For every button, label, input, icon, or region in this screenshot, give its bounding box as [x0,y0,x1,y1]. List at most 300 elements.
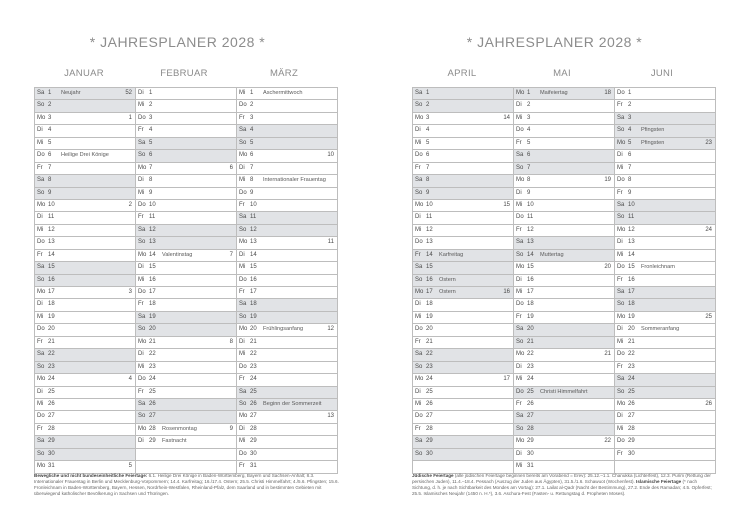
day-number: 18 [48,301,55,308]
day-number: 23 [628,363,635,370]
weekday-label: Di [138,177,144,184]
day-row[interactable] [615,100,715,112]
day-row[interactable] [237,237,337,249]
day-row[interactable] [35,349,135,361]
day-row[interactable] [413,237,513,249]
weekday-label: Fr [239,463,245,470]
day-row[interactable] [413,449,513,461]
day-row[interactable] [514,299,614,311]
day-row[interactable] [615,212,715,224]
day-row[interactable] [514,212,614,224]
day-row[interactable] [615,387,715,399]
weekday-label: Mo [415,114,424,121]
day-row[interactable] [615,275,715,287]
day-row[interactable] [237,299,337,311]
day-row[interactable] [136,436,236,448]
day-number: 24 [628,376,635,383]
weekday-label: Di [617,239,623,246]
day-number: 7 [250,164,254,171]
weekday-label: So [37,276,45,283]
day-row[interactable] [136,138,236,150]
holiday-label: Muttertag [540,251,564,258]
day-row[interactable] [237,374,337,386]
weekday-label: Mo [415,201,424,208]
day-row[interactable] [136,212,236,224]
weekday-label: So [415,102,423,109]
day-row[interactable] [136,113,236,125]
weekday-label: Mi [138,102,145,109]
day-row[interactable] [413,324,513,336]
day-row[interactable] [514,125,614,137]
weekday-label: Mo [37,376,46,383]
day-number: 4 [527,127,531,134]
day-row[interactable] [136,349,236,361]
weekday-label: Do [239,450,247,457]
day-number: 1 [426,90,430,96]
day-number: 4 [628,127,632,134]
day-row[interactable] [514,312,614,324]
day-row[interactable] [136,362,236,374]
weekday-label: So [239,226,247,233]
day-row[interactable] [136,275,236,287]
day-row[interactable] [413,138,513,150]
day-row[interactable] [514,349,614,361]
day-row[interactable] [237,337,337,349]
day-row[interactable] [35,275,135,287]
day-row[interactable] [136,125,236,137]
day-row[interactable] [514,262,614,274]
weekday-label: Mo [617,400,626,407]
month-name-juni: JUNI [650,68,674,79]
day-row[interactable] [615,188,715,200]
weekday-label: Mo [138,251,147,258]
weekday-label: Sa [516,326,524,333]
day-row[interactable] [413,212,513,224]
day-row[interactable] [35,424,135,436]
day-number: 4 [426,127,430,134]
day-row[interactable] [615,225,715,237]
day-number: 14 [48,251,55,258]
week-number: 4 [128,376,132,383]
day-row[interactable] [615,138,715,150]
day-row[interactable] [35,399,135,411]
holiday-label: Fronleichnam [641,264,675,271]
day-row[interactable] [413,88,513,100]
day-row[interactable] [35,113,135,125]
day-number: 15 [250,264,257,271]
day-row[interactable] [237,287,337,299]
day-row[interactable] [615,163,715,175]
day-row[interactable] [136,150,236,162]
weekday-label: Do [37,413,45,420]
day-row[interactable] [237,436,337,448]
day-number: 10 [426,201,433,208]
day-row[interactable] [237,250,337,262]
day-row[interactable] [237,125,337,137]
day-row[interactable] [413,299,513,311]
day-row[interactable] [237,349,337,361]
day-row[interactable] [136,100,236,112]
weekday-label: Fr [138,301,144,308]
weekday-label: Do [239,363,247,370]
day-number: 9 [527,189,531,196]
weekday-label: Mo [239,239,248,246]
day-row[interactable] [237,113,337,125]
day-row[interactable] [615,88,715,100]
day-number: 24 [527,376,534,383]
day-row[interactable] [615,250,715,262]
day-row[interactable] [514,461,614,473]
day-row[interactable] [514,100,614,112]
day-row[interactable] [35,324,135,336]
day-row[interactable] [136,200,236,212]
day-number: 21 [48,338,55,345]
month-grid [412,87,716,474]
day-row[interactable] [237,362,337,374]
day-row[interactable] [35,287,135,299]
day-row[interactable] [35,299,135,311]
day-number: 11 [426,214,433,221]
day-number: 6 [527,152,531,159]
day-row[interactable] [413,411,513,423]
day-row[interactable] [615,349,715,361]
day-row[interactable] [136,175,236,187]
day-row[interactable] [35,362,135,374]
weekday-label: Fr [516,226,522,233]
day-row[interactable] [615,299,715,311]
day-row[interactable] [136,449,236,461]
day-number: 5 [426,139,430,146]
day-row[interactable] [514,88,614,100]
day-row[interactable] [35,175,135,187]
weekday-label: Mo [37,114,46,121]
day-row[interactable] [35,138,135,150]
weekday-label: Sa [617,114,625,121]
day-row[interactable] [237,88,337,100]
day-row[interactable] [136,88,236,100]
day-number: 26 [149,400,156,407]
weekday-label: So [138,152,146,159]
day-row[interactable] [514,225,614,237]
holiday-label: Valentinstag [162,251,193,258]
day-row[interactable] [237,411,337,423]
weekday-label: Mi [617,425,624,432]
day-row[interactable] [615,175,715,187]
day-number: 25 [149,388,156,395]
day-row[interactable] [237,163,337,175]
day-row[interactable] [413,387,513,399]
day-number: 28 [48,425,55,432]
day-row[interactable] [136,262,236,274]
day-row[interactable] [35,387,135,399]
day-row[interactable] [514,275,614,287]
weekday-label: Mo [239,152,248,159]
day-row[interactable] [136,312,236,324]
day-row[interactable] [35,262,135,274]
month-column [615,87,716,474]
weekday-label: Sa [239,214,247,221]
week-number: 52 [125,90,132,96]
day-row[interactable] [136,411,236,423]
weekday-label: Fr [138,127,144,134]
day-row[interactable] [413,436,513,448]
day-row[interactable] [615,411,715,423]
day-row[interactable] [413,100,513,112]
day-row[interactable] [136,237,236,249]
day-row[interactable] [35,163,135,175]
day-row[interactable] [514,163,614,175]
day-row[interactable] [615,324,715,336]
day-row[interactable] [413,287,513,299]
day-row[interactable] [514,287,614,299]
day-row[interactable] [413,225,513,237]
day-row[interactable] [136,387,236,399]
day-row[interactable] [35,411,135,423]
day-row[interactable] [237,387,337,399]
day-number: 2 [48,102,52,109]
day-number: 12 [48,226,55,233]
day-number: 2 [250,102,254,109]
day-row[interactable] [413,349,513,361]
day-row[interactable] [413,250,513,262]
day-row[interactable] [514,411,614,423]
day-row[interactable] [413,424,513,436]
day-row[interactable] [514,424,614,436]
day-row[interactable] [615,374,715,386]
day-row[interactable] [514,150,614,162]
day-row[interactable] [35,225,135,237]
day-row[interactable] [413,188,513,200]
weekday-label: Mo [138,338,147,345]
day-number: 6 [48,152,52,159]
day-number: 16 [426,276,433,283]
day-number: 21 [250,338,257,345]
day-row[interactable] [413,399,513,411]
day-row[interactable] [237,175,337,187]
day-row[interactable] [413,362,513,374]
day-row[interactable] [413,200,513,212]
day-number: 19 [426,313,433,320]
day-row[interactable] [514,436,614,448]
day-row[interactable] [136,188,236,200]
day-number: 8 [628,177,632,184]
day-row[interactable] [35,337,135,349]
day-number: 15 [426,264,433,271]
day-row[interactable] [237,312,337,324]
day-row[interactable] [413,262,513,274]
weekday-label: Di [617,413,623,420]
day-row[interactable] [615,461,715,473]
day-row[interactable] [413,125,513,137]
weekday-label: Sa [239,388,247,395]
day-number: 9 [628,189,632,196]
day-row[interactable] [237,275,337,287]
weekday-label: Sa [516,152,524,159]
day-number: 7 [149,164,153,171]
day-row[interactable] [136,225,236,237]
footnote-text-2: (* nach Sichtung, d. h. je nach Sichtbarkeit des Mondes am Vortag): 27.1. Lailat al-Qadr (Nacht der Bestimmung), 27.2. Ende des Ramadan; 4.5. Opferfest; 25.5. Islamisches Neujahr (1450 n. H.*), 3.6. Aschura-Fest (Fasten- u. Rettungstag d. Propheten Moses). [412,479,712,496]
weekday-label: Mi [516,463,523,470]
day-row[interactable] [413,150,513,162]
day-number: 14 [426,251,433,258]
day-row[interactable] [413,275,513,287]
day-number: 24 [149,376,156,383]
weekday-label: Sa [239,127,247,134]
day-row[interactable] [35,88,135,100]
day-row[interactable] [136,250,236,262]
day-row[interactable] [615,424,715,436]
day-row[interactable] [514,387,614,399]
weekday-label: So [138,326,146,333]
day-number: 2 [628,102,632,109]
day-row[interactable] [237,461,337,473]
week-number: 8 [229,338,233,345]
day-row[interactable] [413,312,513,324]
day-row[interactable] [615,262,715,274]
day-row[interactable] [237,449,337,461]
day-row[interactable] [237,200,337,212]
day-row[interactable] [514,362,614,374]
day-row[interactable] [237,212,337,224]
day-row[interactable] [514,324,614,336]
weekday-label: Mo [516,90,525,96]
day-row[interactable] [615,337,715,349]
day-row[interactable] [35,436,135,448]
day-row[interactable] [514,374,614,386]
weekday-label: Mo [516,351,525,358]
day-row[interactable] [35,100,135,112]
holiday-label: Fastnacht [162,438,187,445]
day-row[interactable] [237,324,337,336]
day-number: 6 [426,152,430,159]
day-number: 18 [426,301,433,308]
day-row[interactable] [615,125,715,137]
week-number: 16 [503,289,510,295]
day-row[interactable] [514,449,614,461]
day-row[interactable] [136,324,236,336]
day-row[interactable] [615,436,715,448]
day-row[interactable] [615,399,715,411]
day-row[interactable] [35,150,135,162]
weekday-label: Fr [37,164,43,171]
day-row[interactable] [514,250,614,262]
day-row[interactable] [514,138,614,150]
weekday-label: Fr [37,338,43,345]
day-row[interactable] [413,163,513,175]
day-number: 28 [628,425,635,432]
weekday-label: Fr [239,114,245,121]
day-row[interactable] [237,399,337,411]
weekday-label: Sa [138,313,146,320]
day-row[interactable] [237,424,337,436]
day-row[interactable] [514,200,614,212]
weekday-label: Sa [516,413,524,420]
day-row[interactable] [35,125,135,137]
day-number: 1 [250,90,254,96]
day-row[interactable] [413,113,513,125]
day-row[interactable] [615,449,715,461]
day-row[interactable] [136,399,236,411]
weekday-label: Do [239,189,247,196]
day-row[interactable] [136,337,236,349]
day-number: 23 [149,363,156,370]
day-row[interactable] [514,237,614,249]
month-name-januar: JANUAR [64,68,104,79]
day-row[interactable] [35,449,135,461]
day-number: 16 [628,276,635,283]
day-row[interactable] [136,287,236,299]
day-row[interactable] [136,299,236,311]
day-row[interactable] [514,175,614,187]
day-row[interactable] [237,262,337,274]
day-row[interactable] [136,461,236,473]
day-row[interactable] [413,337,513,349]
day-row[interactable] [615,200,715,212]
day-row[interactable] [35,374,135,386]
day-row[interactable] [514,337,614,349]
holiday-label: Ostern [439,276,456,283]
week-number: 10 [327,152,334,159]
weekday-label: Sa [37,438,45,445]
day-row[interactable] [237,100,337,112]
day-row[interactable] [237,188,337,200]
day-number: 20 [149,326,156,333]
holiday-label: Sommeranfang [641,326,680,333]
holiday-label: Maifeiertag [540,90,568,96]
day-row[interactable] [35,200,135,212]
weekday-label: So [617,127,625,134]
day-row[interactable] [35,461,135,473]
day-row[interactable] [413,374,513,386]
day-row[interactable] [35,237,135,249]
day-row[interactable] [136,163,236,175]
weekday-label: Mi [239,264,246,271]
day-row[interactable] [413,461,513,473]
day-row[interactable] [35,312,135,324]
weekday-label: Sa [415,264,423,271]
day-row[interactable] [237,225,337,237]
day-row[interactable] [615,362,715,374]
day-number: 25 [628,388,635,395]
day-row[interactable] [35,212,135,224]
day-row[interactable] [615,237,715,249]
weekday-label: Do [516,127,524,134]
weekday-label: Di [37,301,43,308]
day-row[interactable] [514,399,614,411]
day-row[interactable] [615,312,715,324]
day-number: 30 [48,450,55,457]
weekday-label: Do [37,152,45,159]
day-row[interactable] [514,188,614,200]
day-number: 10 [628,201,635,208]
day-row[interactable] [35,188,135,200]
weekday-label: Fr [516,139,522,146]
day-row[interactable] [237,138,337,150]
day-row[interactable] [514,113,614,125]
day-row[interactable] [615,113,715,125]
day-row[interactable] [237,150,337,162]
day-number: 31 [250,463,257,470]
week-number: 3 [128,289,132,295]
day-row[interactable] [136,374,236,386]
holiday-label: Heilige Drei Könige [61,152,109,159]
day-row[interactable] [35,250,135,262]
day-row[interactable] [413,175,513,187]
holiday-label: Christi Himmelfahrt [540,388,588,395]
day-row[interactable] [615,150,715,162]
day-row[interactable] [615,287,715,299]
day-row[interactable] [136,424,236,436]
